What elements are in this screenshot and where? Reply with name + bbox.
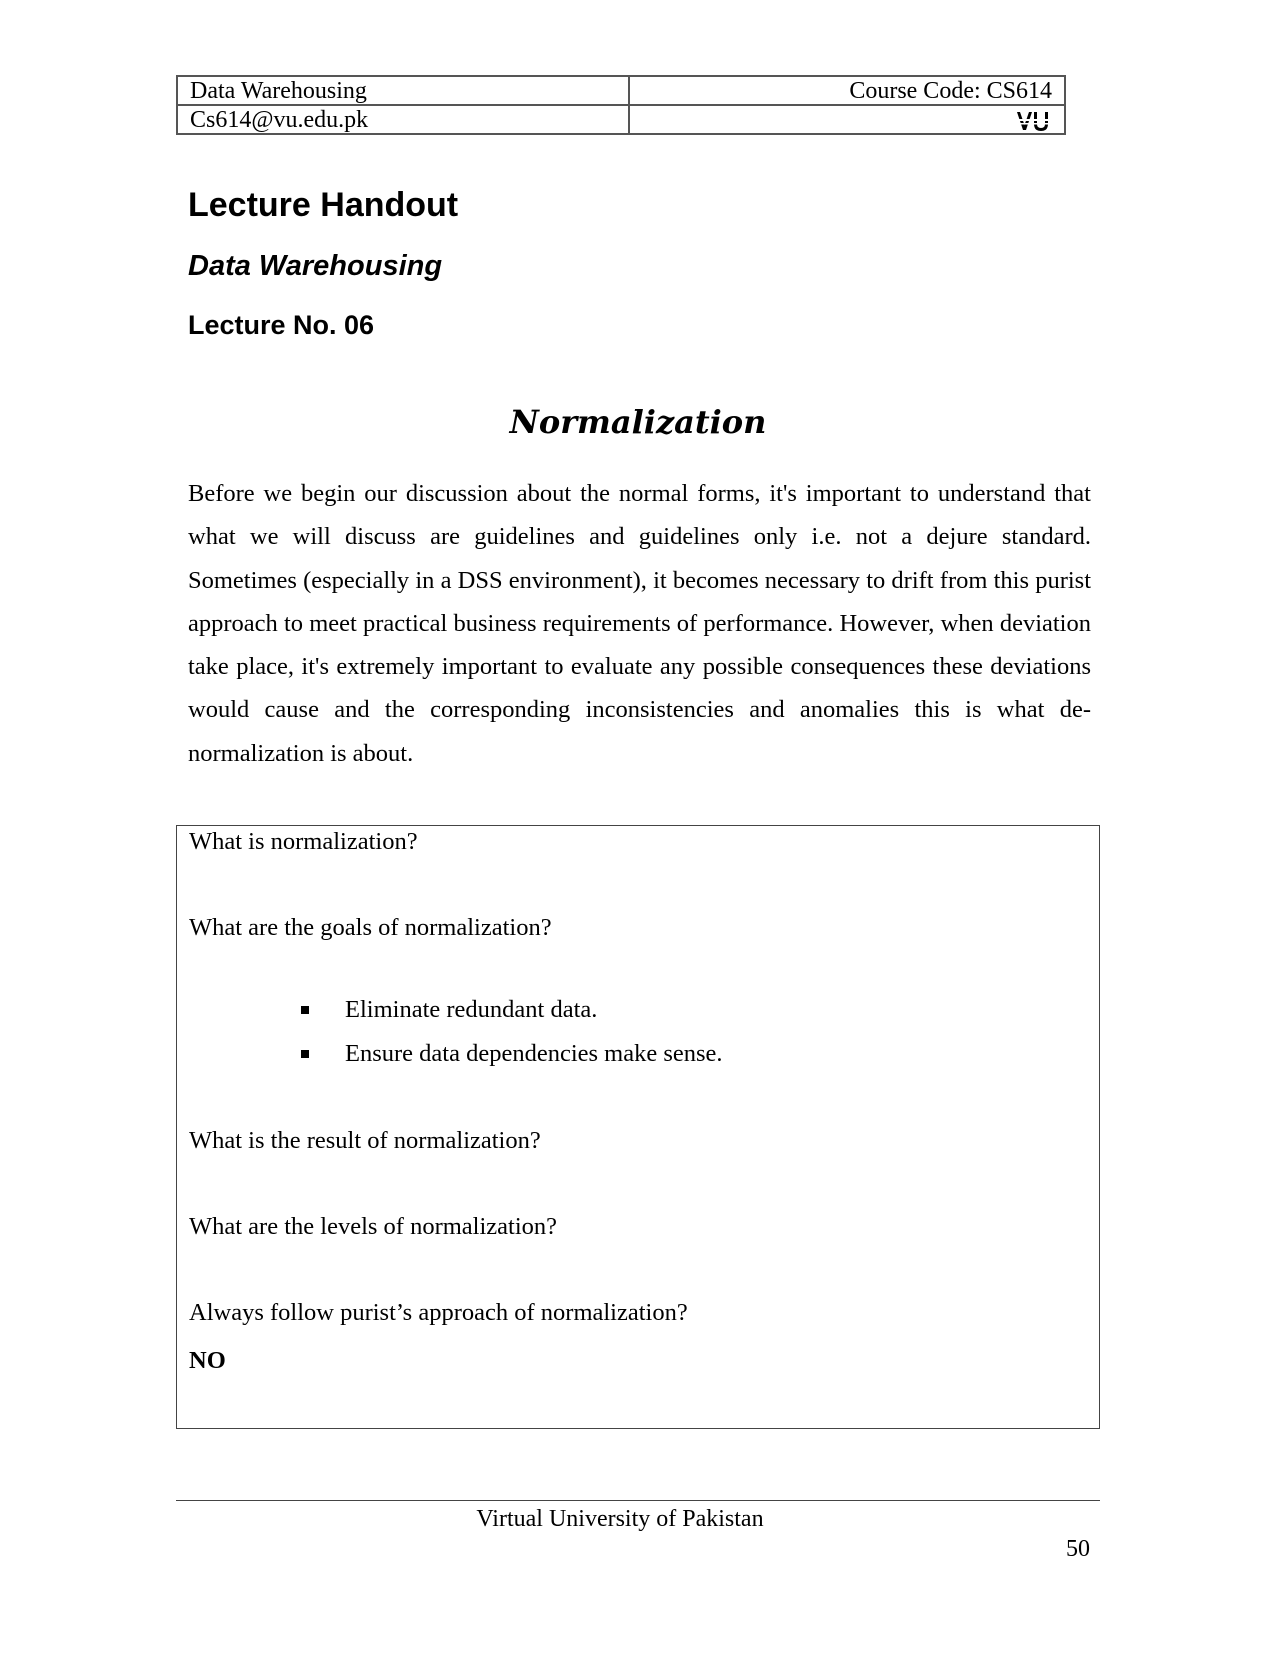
question-levels: What are the levels of normalization? [189,1213,558,1240]
footer-divider [176,1500,1100,1501]
header-email: Cs614@vu.edu.pk [177,105,629,134]
course-subtitle: Data Warehousing [188,250,443,282]
intro-paragraph: Before we begin our discussion about the normal forms, it's important to understand that what we will discuss are guidelines and guidelines only i.e. not a dejure standard. Sometimes (especially in a DSS environment), it becomes necessary to drift from this purist approach to meet practical business requirements of performance. However, when deviation take place, it's extremely important to evaluate any possible consequences these deviations would cause and the corresponding inconsistencies and anomalies this is what de-normalization is about. [188,480,1091,767]
header-logo-cell [629,105,1065,134]
questions-box [176,825,1100,1429]
section-heading: Normalization [509,403,767,441]
lecture-handout-title: Lecture Handout [188,186,459,224]
vu-logo [1016,110,1052,132]
lecture-number: Lecture No. 06 [188,310,375,340]
answer-text: NO [189,1347,226,1374]
header-table [176,75,1066,135]
page-number: 50 [1066,1536,1090,1562]
question-result: What is the result of normalization? [189,1127,541,1154]
list-item [301,998,723,1042]
header-course-code: Course Code: CS614 [629,76,1065,105]
list-item [301,1042,723,1086]
bullet-square-icon [301,1050,309,1058]
question-what-is: What is normalization? [189,828,418,855]
question-goals: What are the goals of normalization? [189,914,552,941]
list-item-text: Ensure data dependencies make sense. [345,1040,723,1067]
question-purist: Always follow purist’s approach of normalization? [189,1299,688,1326]
bullet-square-icon [301,1006,309,1014]
goals-list [301,998,723,1086]
list-item-text: Eliminate redundant data. [345,996,598,1023]
footer-institution: Virtual University of Pakistan [476,1506,764,1532]
header-course-name: Data Warehousing [177,76,629,105]
